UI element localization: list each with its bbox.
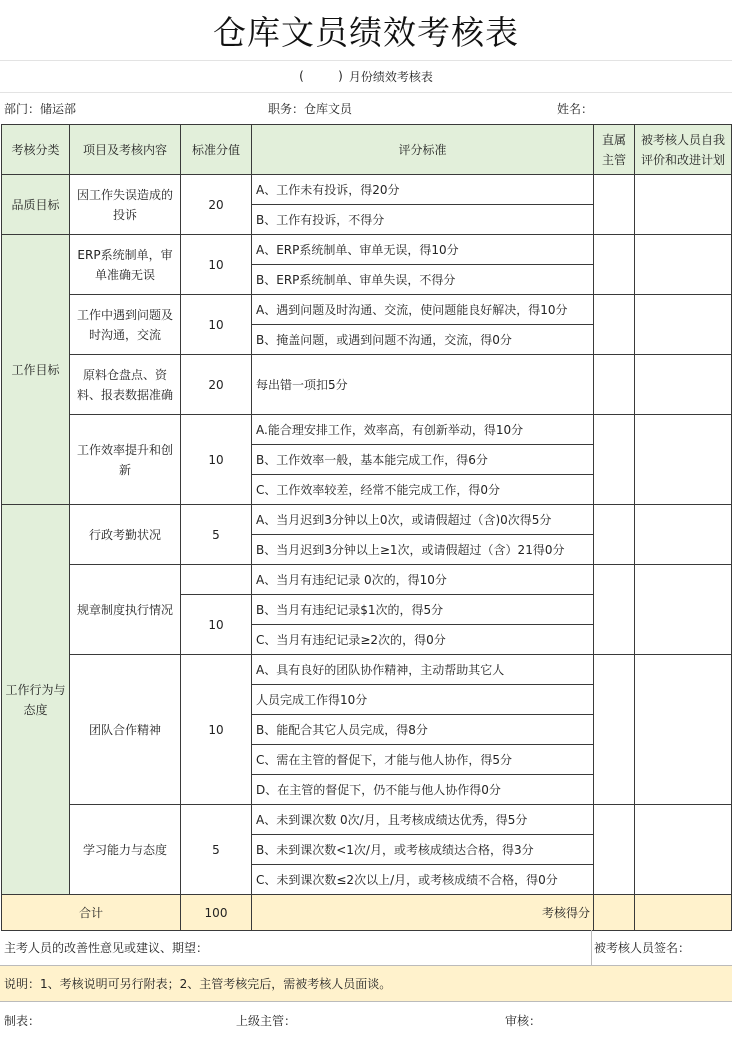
criteria-att-b: B、当月迟到3分钟以上≥1次，或请假超过（含）21得0分 <box>252 535 594 565</box>
note-row <box>0 966 732 1002</box>
table-row <box>2 805 732 835</box>
category-work: 工作目标 <box>2 235 70 505</box>
self-eval-cell[interactable] <box>635 505 732 565</box>
category-quality: 品质目标 <box>2 175 70 235</box>
score-complaint: 20 <box>181 175 252 235</box>
supervisor-cell[interactable] <box>594 655 635 805</box>
total-label: 合计 <box>2 895 181 931</box>
item-learning: 学习能力与态度 <box>70 805 181 895</box>
total-result-label: 考核得分 <box>252 895 594 931</box>
header-item: 项目及考核内容 <box>70 125 181 175</box>
suggestion-row <box>0 930 732 966</box>
suggestion-label: 主考人员的改善性意见或建议、期望： <box>4 941 209 955</box>
score-rules: 10 <box>181 595 252 655</box>
signature-label: 被考核人员签名： <box>594 941 691 955</box>
header-supervisor: 直属主管 <box>594 125 635 175</box>
score-inventory: 20 <box>181 355 252 415</box>
suggestion-divider <box>591 930 592 966</box>
table-row <box>2 565 732 595</box>
header-score: 标准分值 <box>181 125 252 175</box>
self-eval-cell[interactable] <box>635 565 732 655</box>
superior-label: 上级主管： <box>236 1013 297 1028</box>
score-efficiency: 10 <box>181 415 252 505</box>
supervisor-cell[interactable] <box>594 175 635 235</box>
criteria-team-a2: 人员完成工作得10分 <box>252 685 594 715</box>
header-criteria: 评分标准 <box>252 125 594 175</box>
item-erp: ERP系统制单，审单准确无误 <box>70 235 181 295</box>
criteria-complaint-b: B、工作有投诉，不得分 <box>252 205 594 235</box>
criteria-rules-b: B、当月有违纪记录$1次的，得5分 <box>252 595 594 625</box>
month-subtitle <box>0 60 732 93</box>
self-eval-cell[interactable] <box>635 355 732 415</box>
criteria-team-b: B、能配合其它人员完成，得8分 <box>252 715 594 745</box>
criteria-eff-b: B、工作效率一般，基本能完成工作，得6分 <box>252 445 594 475</box>
table-header-row <box>2 125 732 175</box>
criteria-eff-a: A.能合理安排工作，效率高，有创新举动，得10分 <box>252 415 594 445</box>
item-attendance: 行政考勤状况 <box>70 505 181 565</box>
table-row <box>2 505 732 535</box>
supervisor-cell[interactable] <box>594 805 635 895</box>
self-eval-cell[interactable] <box>635 175 732 235</box>
supervisor-cell[interactable] <box>594 505 635 565</box>
item-teamwork: 团队合作精神 <box>70 655 181 805</box>
page-title: 仓库文员绩效考核表 <box>0 0 732 61</box>
supervisor-cell[interactable] <box>594 415 635 505</box>
supervisor-cell[interactable] <box>594 355 635 415</box>
total-supervisor-cell[interactable] <box>594 895 635 931</box>
table-row <box>2 655 732 685</box>
supervisor-cell[interactable] <box>594 295 635 355</box>
score-attendance: 5 <box>181 505 252 565</box>
self-eval-cell[interactable] <box>635 295 732 355</box>
item-efficiency: 工作效率提升和创新 <box>70 415 181 505</box>
self-eval-cell[interactable] <box>635 655 732 805</box>
total-self-cell[interactable] <box>635 895 732 931</box>
criteria-comm-b: B、掩盖问题，或遇到问题不沟通，交流，得0分 <box>252 325 594 355</box>
note-text: 说明：1、考核说明可另行附表；2、主管考核完后，需被考核人员面谈。 <box>4 977 392 991</box>
score-blank-cell <box>181 565 252 595</box>
item-communication: 工作中遇到问题及时沟通，交流 <box>70 295 181 355</box>
criteria-rules-c: C、当月有违纪记录≥2次的，得0分 <box>252 625 594 655</box>
score-learning: 5 <box>181 805 252 895</box>
table-row <box>2 175 732 205</box>
criteria-comm-a: A、遇到问题及时沟通、交流，使问题能良好解决，得10分 <box>252 295 594 325</box>
criteria-erp-a: A、ERP系统制单、审单无误，得10分 <box>252 235 594 265</box>
table-row <box>2 355 732 385</box>
item-complaint: 因工作失误造成的投诉 <box>70 175 181 235</box>
criteria-team-c: C、需在主管的督促下，才能与他人协作，得5分 <box>252 745 594 775</box>
name-label: 姓名： <box>557 101 594 116</box>
table-row <box>2 235 732 265</box>
supervisor-cell[interactable] <box>594 235 635 295</box>
maker-label: 制表： <box>4 1013 41 1028</box>
category-behavior: 工作行为与态度 <box>2 505 70 895</box>
table-row <box>2 415 732 445</box>
criteria-learn-b: B、未到课次数<1次/月，或考核成绩达合格，得3分 <box>252 835 594 865</box>
header-category: 考核分类 <box>2 125 70 175</box>
supervisor-cell[interactable] <box>594 565 635 655</box>
table-row <box>2 295 732 325</box>
self-eval-cell[interactable] <box>635 805 732 895</box>
self-eval-cell[interactable] <box>635 415 732 505</box>
reviewer-label: 审核： <box>505 1013 542 1028</box>
item-inventory: 原料仓盘点、资料、报表数据准确 <box>70 355 181 415</box>
department-label: 部门：储运部 <box>4 101 77 116</box>
subtitle-text: 月份绩效考核表 <box>348 69 433 84</box>
total-row <box>2 895 732 931</box>
score-erp: 10 <box>181 235 252 295</box>
score-teamwork: 10 <box>181 655 252 805</box>
evaluation-table <box>1 124 732 931</box>
self-eval-cell[interactable] <box>635 235 732 295</box>
criteria-learn-c: C、未到课次数≤2次以上/月，或考核成绩不合格，得0分 <box>252 865 594 895</box>
criteria-learn-a: A、未到课次数 0次/月，且考核成绩达优秀，得5分 <box>252 805 594 835</box>
criteria-complaint-a: A、工作未有投诉，得20分 <box>252 175 594 205</box>
criteria-erp-b: B、ERP系统制单、审单失误，不得分 <box>252 265 594 295</box>
criteria-eff-c: C、工作效率较差，经常不能完成工作，得0分 <box>252 475 594 505</box>
criteria-team-a1: A、具有良好的团队协作精神，主动帮助其它人 <box>252 655 594 685</box>
score-communication: 10 <box>181 295 252 355</box>
criteria-att-a: A、当月迟到3分钟以上0次，或请假超过（含)0次得5分 <box>252 505 594 535</box>
signoff-row <box>0 1002 732 1038</box>
criteria-inventory: 每出错一项扣5分 <box>252 355 594 415</box>
month-blank[interactable]: ( ) <box>299 69 343 83</box>
criteria-team-d: D、在主管的督促下，仍不能与他人协作得0分 <box>252 775 594 805</box>
header-self-eval: 被考核人员自我评价和改进计划 <box>635 125 732 175</box>
position-label: 职务：仓库文员 <box>268 101 353 116</box>
criteria-rules-a: A、当月有违纪记录 0次的，得10分 <box>252 565 594 595</box>
total-score: 100 <box>181 895 252 931</box>
item-rules: 规章制度执行情况 <box>70 565 181 655</box>
